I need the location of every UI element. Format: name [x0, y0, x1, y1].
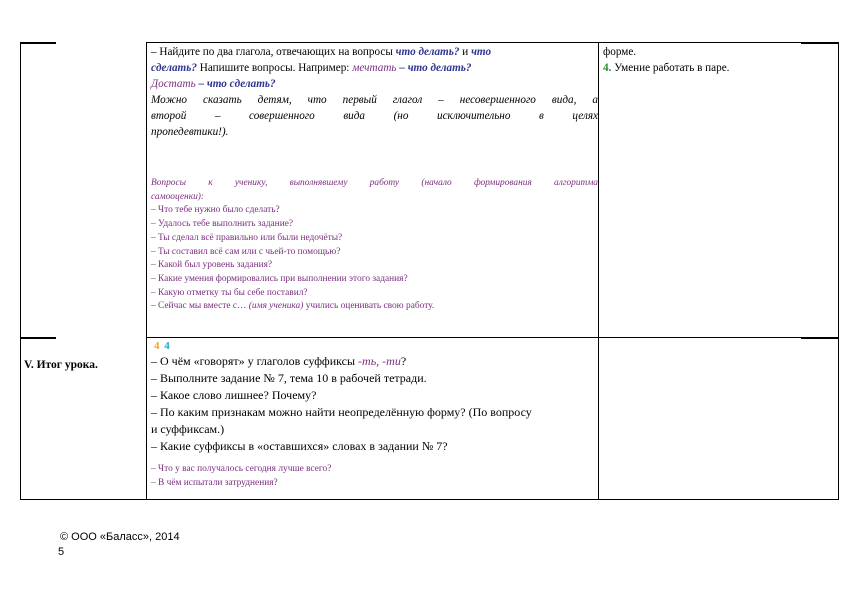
row-divider [146, 337, 801, 338]
row2-content [151, 339, 598, 490]
outcome-text-1: форме. [603, 46, 637, 58]
row-divider-right [801, 337, 839, 339]
copyright-notice: © ООО «Баласс», 2014 [60, 531, 180, 543]
table-bottom-border [20, 499, 839, 500]
self-evaluation-block [151, 177, 598, 314]
teacher-note-3: пропедевтики!). [151, 126, 229, 138]
eval-question: – Ты сделал всё правильно или были недочёты? [151, 232, 343, 243]
table-col-line-1 [20, 42, 21, 500]
table-top-border [146, 42, 801, 43]
summary-question-5: – Какие суффиксы в «оставшихся» словах в задании № 7? [151, 439, 448, 453]
teacher-note-2: второй – совершенного вида (но исключительно в целях [151, 110, 598, 122]
row1-outcomes [603, 44, 793, 76]
eval-question-last: – Сейчас мы вместе с… (имя ученика) учились оценивать свою работу. [151, 301, 435, 312]
task-line-3: Достать – что сделать? [151, 78, 276, 90]
eval-question: – Какие умения формировались при выполнении этого задания? [151, 273, 408, 284]
eval-question: – Удалось тебе выполнить задание? [151, 219, 294, 230]
row-divider-left [20, 337, 56, 339]
table-col-line-3 [598, 42, 599, 500]
lesson-table [20, 42, 839, 500]
teacher-note-1: Можно сказать детям, что первый глагол – несовершенного вида, а [151, 94, 598, 106]
eval-question: – Какую отметку ты бы себе поставил? [151, 287, 308, 298]
summary-question-4a: – По каким признакам можно найти неопределённую форму? (По вопросу [151, 405, 532, 419]
table-col-line-4 [838, 42, 839, 500]
eval-intro-2: самооценки): [151, 191, 205, 202]
reflection-question-2: – В чём испытали затруднения? [151, 477, 278, 488]
page-number: 5 [58, 546, 65, 558]
eval-question: – Что тебе нужно было сделать? [151, 205, 280, 216]
slide-numbers: 4 4 [154, 340, 171, 352]
reflection-question-1: – Что у вас получалось сегодня лучше всего? [151, 464, 332, 474]
spacer [151, 455, 598, 463]
summary-question-4b: и суффиксам.) [151, 422, 225, 436]
summary-question-2: – Выполните задание № 7, тема 10 в рабочей тетради. [151, 371, 427, 385]
task-line-1: – Найдите по два глагола, отвечающих на вопросы что делать? и что [151, 46, 492, 58]
summary-question-3: – Какое слово лишнее? Почему? [151, 388, 317, 402]
eval-question: – Ты составил всё сам или с чьей-то помощью? [151, 246, 341, 257]
table-top-border-right [801, 42, 839, 44]
table-col-line-2 [146, 42, 147, 500]
outcome-text-2: 4. Умение работать в паре. [603, 62, 730, 74]
eval-question: – Какой был уровень задания? [151, 260, 273, 271]
table-top-border-left [20, 42, 56, 44]
stage-title: V. Итог урока. [24, 359, 98, 371]
task-line-2: сделать? Напишите вопросы. Например: мечтать – что делать? [151, 62, 472, 74]
eval-intro-1: Вопросы к ученику, выполнявшему работу (начало формирования алгоритма [151, 178, 598, 188]
summary-question-1: – О чём «говорят» у глаголов суффиксы -ть, -ти? [151, 354, 407, 368]
row1-content [151, 44, 598, 140]
outcome-number: 4. [603, 62, 612, 74]
